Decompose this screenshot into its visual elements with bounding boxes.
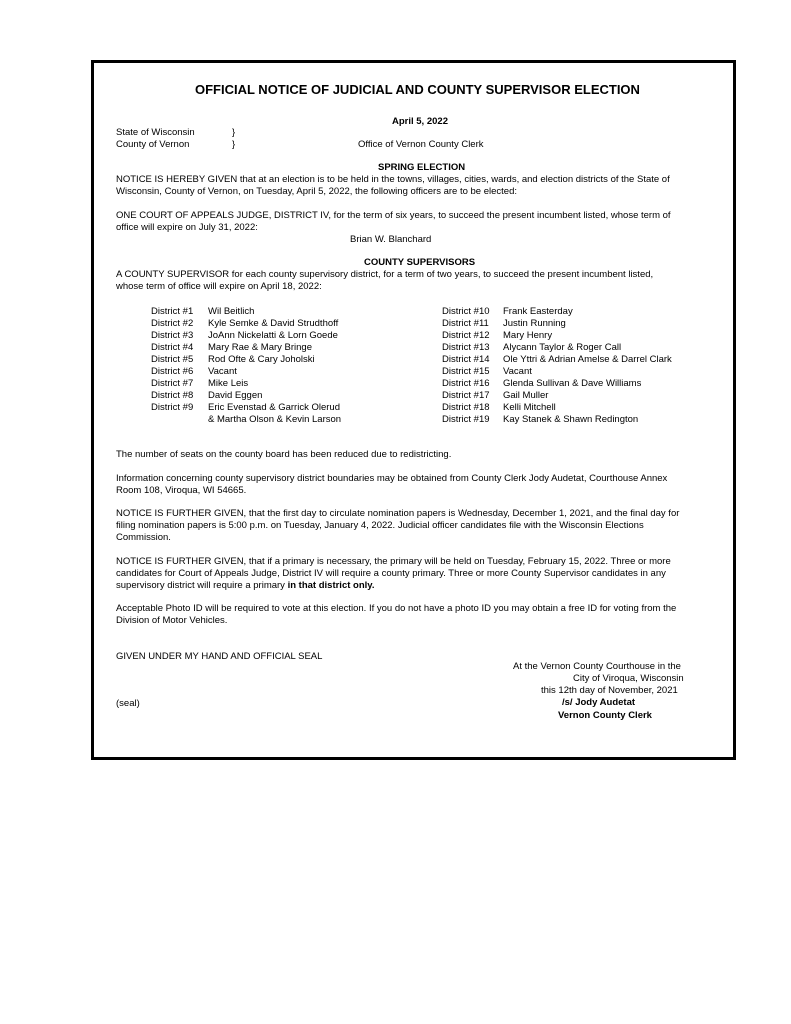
district-incumbent: Kelli Mitchell bbox=[503, 402, 556, 413]
district-number: District #12 bbox=[442, 330, 490, 341]
district-number: District #5 bbox=[151, 354, 194, 365]
signature-location-line1: At the Vernon County Courthouse in the bbox=[513, 661, 681, 672]
district-incumbent: Frank Easterday bbox=[503, 306, 573, 317]
county-supervisors-heading: COUNTY SUPERVISORS bbox=[364, 257, 476, 268]
judge-incumbent: Brian W. Blanchard bbox=[350, 234, 432, 245]
district-incumbent: Wil Beitlich bbox=[208, 306, 255, 317]
district-incumbent: David Eggen bbox=[208, 390, 263, 401]
given-under-text: GIVEN UNDER MY HAND AND OFFICIAL SEAL bbox=[116, 651, 323, 662]
primary-paragraph-line1: NOTICE IS FURTHER GIVEN, that if a primary is necessary, the primary will be held on Tuesday, February 15, 2022. Three or more bbox=[116, 556, 671, 567]
state-brace: } bbox=[232, 127, 236, 138]
district-number: District #8 bbox=[151, 390, 194, 401]
district-incumbent: Vacant bbox=[503, 366, 532, 377]
district-number: District #19 bbox=[442, 414, 490, 425]
district-number: District #4 bbox=[151, 342, 194, 353]
seal-label: (seal) bbox=[116, 698, 140, 709]
notice-paragraph-line2: Wisconsin, County of Vernon, on Tuesday, April 5, 2022, the following officers are to be elected: bbox=[116, 186, 517, 197]
notice-paragraph-line1: NOTICE IS HEREBY GIVEN that at an election is to be held in the towns, villages, cities, wards, and election districts of the State of bbox=[116, 174, 670, 185]
district-number: District #7 bbox=[151, 378, 194, 389]
district-incumbent: Ole Yttri & Adrian Amelse & Darrel Clark bbox=[503, 354, 672, 365]
district-incumbent: Kay Stanek & Shawn Redington bbox=[503, 414, 639, 425]
state-label: State of Wisconsin bbox=[116, 127, 195, 138]
district-number: District #2 bbox=[151, 318, 194, 329]
judge-paragraph-line2: office will expire on July 31, 2022: bbox=[116, 222, 258, 233]
district-incumbent: Gail Muller bbox=[503, 390, 549, 401]
supervisor-paragraph-line2: whose term of office will expire on April 18, 2022: bbox=[116, 281, 322, 292]
signature-location-line2: City of Viroqua, Wisconsin bbox=[573, 673, 684, 684]
primary-paragraph-line3 bbox=[116, 580, 375, 592]
signature-date: this 12th day of November, 2021 bbox=[541, 685, 678, 696]
district-incumbent: Justin Running bbox=[503, 318, 566, 329]
county-brace: } bbox=[232, 139, 236, 150]
office-label: Office of Vernon County Clerk bbox=[358, 139, 484, 150]
judge-paragraph-line1: ONE COURT OF APPEALS JUDGE, DISTRICT IV, for the term of six years, to succeed the present incumbent listed, whose term of bbox=[116, 210, 671, 221]
district-incumbent: JoAnn Nickelatti & Lorn Goede bbox=[208, 330, 338, 341]
nomination-paragraph-line1: NOTICE IS FURTHER GIVEN, that the first day to circulate nomination papers is Wednesday, December 1, 2021, and the final day for bbox=[116, 508, 680, 519]
district-number: District #17 bbox=[442, 390, 490, 401]
district-number: District #1 bbox=[151, 306, 194, 317]
district-number: District #11 bbox=[442, 318, 489, 329]
district-incumbent: Mary Rae & Mary Bringe bbox=[208, 342, 313, 353]
district-number: District #14 bbox=[442, 354, 490, 365]
photo-id-paragraph-line2: Division of Motor Vehicles. bbox=[116, 615, 228, 626]
district-number: District #3 bbox=[151, 330, 194, 341]
county-label: County of Vernon bbox=[116, 139, 190, 150]
signature-title: Vernon County Clerk bbox=[558, 710, 652, 721]
seats-reduced-text: The number of seats on the county board has been reduced due to redistricting. bbox=[116, 449, 452, 460]
spring-election-heading: SPRING ELECTION bbox=[378, 162, 466, 173]
district-number: District #15 bbox=[442, 366, 490, 377]
signature-name: /s/ Jody Audetat bbox=[562, 697, 636, 708]
district-incumbent: Vacant bbox=[208, 366, 237, 377]
nomination-paragraph-line3: Commission. bbox=[116, 532, 171, 543]
district-incumbent: Alycann Taylor & Roger Call bbox=[503, 342, 622, 353]
district-incumbent: Mike Leis bbox=[208, 378, 249, 389]
photo-id-paragraph-line1: Acceptable Photo ID will be required to vote at this election. If you do not have a photo ID you may obtain a free ID for voting from the bbox=[116, 603, 677, 614]
district-number: District #18 bbox=[442, 402, 490, 413]
district-incumbent: & Martha Olson & Kevin Larson bbox=[208, 414, 342, 425]
district-number: District #6 bbox=[151, 366, 194, 377]
info-paragraph-line1: Information concerning county supervisory district boundaries may be obtained from County Clerk Jody Audetat, Courthouse Annex bbox=[116, 473, 668, 484]
primary-paragraph-text: supervisory district will require a primary bbox=[116, 580, 288, 591]
district-incumbent: Mary Henry bbox=[503, 330, 553, 341]
district-number: District #10 bbox=[442, 306, 490, 317]
nomination-paragraph-line2: filing nomination papers is 5:00 p.m. on Tuesday, January 4, 2022. Judicial officer candidates file with the Wisconsin Elections bbox=[116, 520, 644, 531]
notice-title: OFFICIAL NOTICE OF JUDICIAL AND COUNTY SUPERVISOR ELECTION bbox=[195, 82, 640, 97]
district-incumbent: Kyle Semke & David Strudthoff bbox=[208, 318, 339, 329]
district-number: District #16 bbox=[442, 378, 490, 389]
primary-paragraph-line2: candidates for Court of Appeals Judge, District IV will require a county primary. Three or more County Supervisor candidates in any bbox=[116, 568, 666, 579]
info-paragraph-line2: Room 108, Viroqua, WI 54665. bbox=[116, 485, 247, 496]
primary-paragraph-emphasis: in that district only. bbox=[287, 580, 375, 591]
district-number: District #9 bbox=[151, 402, 194, 413]
district-incumbent: Eric Evenstad & Garrick Olerud bbox=[208, 402, 340, 413]
district-incumbent: Glenda Sullivan & Dave Williams bbox=[503, 378, 642, 389]
supervisor-paragraph-line1: A COUNTY SUPERVISOR for each county supervisory district, for a term of two years, to succeed the present incumbent listed, bbox=[116, 269, 654, 280]
district-number: District #13 bbox=[442, 342, 490, 353]
election-date: April 5, 2022 bbox=[392, 116, 448, 127]
district-incumbent: Rod Ofte & Cary Joholski bbox=[208, 354, 315, 365]
